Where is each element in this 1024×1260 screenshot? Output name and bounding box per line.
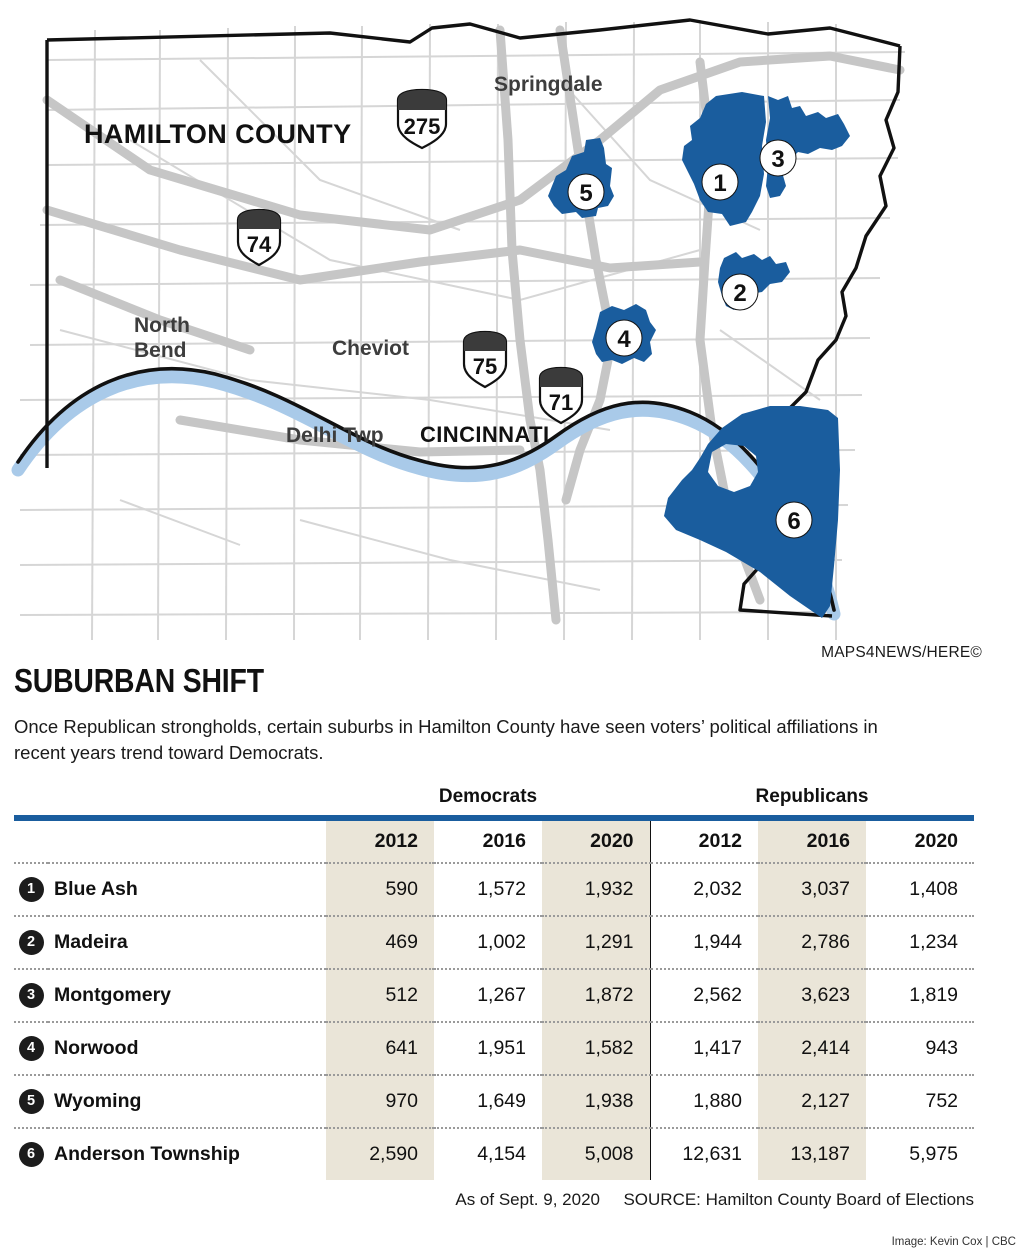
cell-rep-2020: 1,408 [866,863,974,916]
group-header-spacer [14,786,326,815]
cell-dem-2020: 1,938 [542,1075,650,1128]
svg-text:6: 6 [787,508,801,535]
label-hamilton-county: HAMILTON COUNTY [84,119,352,149]
cell-dem-2016: 1,649 [434,1075,542,1128]
cell-dem-2016: 1,951 [434,1022,542,1075]
page-title: SUBURBAN SHIFT [14,662,264,699]
cell-dem-2020: 1,872 [542,969,650,1022]
row-badge-cell [14,916,48,969]
label-springdale: Springdale [494,73,603,96]
deck-text: Once Republican strongholds, certain suburbs in Hamilton County have seen voters’ political affiliations in recent years trend toward Democrats. [14,716,878,764]
table-row [14,1128,974,1180]
label-cincinnati: CINCINNATI [420,422,550,447]
image-credit: Image: Kevin Cox | CBC [891,1236,1016,1248]
group-header-republicans: Republicans [755,786,869,807]
table-group-header-row [14,786,974,815]
cell-dem-2020: 1,291 [542,916,650,969]
cell-rep-2020: 943 [866,1022,974,1075]
cell-rep-2012: 1,944 [650,916,758,969]
row-place-name: Montgomery [48,969,326,1022]
label-delhi-twp: Delhi Twp [286,424,384,447]
label-north-bend: North [134,314,190,337]
year-header-rep-2020: 2020 [866,821,974,863]
table-body [14,863,974,1180]
row-badge: 2 [19,930,44,955]
source-line [0,1190,974,1210]
svg-text:74: 74 [246,232,272,257]
year-header-spacer-name [48,821,326,863]
cell-dem-2012: 590 [326,863,434,916]
map-marker-6 [776,502,812,538]
cell-dem-2020: 1,932 [542,863,650,916]
cell-rep-2016: 3,623 [758,969,866,1022]
row-badge: 1 [19,877,44,902]
year-header-dem-2020: 2020 [542,821,650,863]
cell-dem-2012: 970 [326,1075,434,1128]
cell-dem-2012: 512 [326,969,434,1022]
table-row [14,1075,974,1128]
cell-rep-2012: 2,562 [650,969,758,1022]
year-header-dem-2016: 2016 [434,821,542,863]
svg-text:1: 1 [713,170,727,197]
svg-text:4: 4 [617,326,631,353]
table-row [14,969,974,1022]
map-credit: MAPS4NEWS/HERE© [821,644,982,661]
svg-text:3: 3 [771,146,785,173]
row-place-name: Blue Ash [48,863,326,916]
cell-rep-2016: 3,037 [758,863,866,916]
cell-rep-2020: 5,975 [909,1143,959,1165]
map-marker-4 [606,320,642,356]
group-header-democrats: Democrats [438,786,538,807]
row-badge-cell [14,863,48,916]
cell-dem-2016: 1,572 [434,863,542,916]
year-header-rep-2012: 2012 [650,821,758,863]
row-place-name: Wyoming [48,1075,326,1128]
row-badge-cell [14,1075,48,1128]
cell-rep-2020: 1,234 [866,916,974,969]
cell-dem-2016: 1,267 [434,969,542,1022]
cell-dem-2016: 4,154 [477,1143,526,1165]
map-marker-3 [760,140,796,176]
year-header-rep-2016: 2016 [758,821,866,863]
cell-rep-2016: 2,414 [758,1022,866,1075]
table-row [14,863,974,916]
row-place-name: Norwood [48,1022,326,1075]
cell-dem-2016: 1,002 [434,916,542,969]
row-badge: 5 [19,1089,44,1114]
row-place-name: Anderson Township [54,1143,240,1165]
year-header-dem-2012: 2012 [326,821,434,863]
row-badge-cell [14,1022,48,1075]
map-marker-5 [568,174,604,210]
cell-rep-2016: 13,187 [758,1128,866,1180]
map-marker-2 [722,274,758,310]
cell-dem-2020: 1,582 [542,1022,650,1075]
row-badge-cell [14,1128,48,1180]
label-cheviot: Cheviot [332,337,410,360]
cell-rep-2012: 1,880 [650,1075,758,1128]
row-badge-cell [14,969,48,1022]
year-header-spacer-num [14,821,48,863]
cell-dem-2012: 469 [326,916,434,969]
headline-block [14,662,974,767]
row-place-name: Madeira [48,916,326,969]
svg-text:275: 275 [403,114,441,139]
cell-rep-2020: 1,819 [866,969,974,1022]
suburban-shift-table [14,786,974,1180]
svg-text:5: 5 [579,180,593,207]
svg-text:75: 75 [472,354,498,379]
source-attribution: SOURCE: Hamilton County Board of Elections [623,1190,974,1209]
cell-dem-2020: 5,008 [542,1128,650,1180]
cell-dem-2012: 641 [326,1022,434,1075]
cell-dem-2012: 2,590 [326,1128,434,1180]
cell-rep-2020: 752 [866,1075,974,1128]
cell-rep-2016: 2,786 [758,916,866,969]
cell-rep-2012: 1,417 [650,1022,758,1075]
svg-text:2: 2 [733,280,747,307]
cell-rep-2016: 2,127 [758,1075,866,1128]
row-badge: 4 [19,1036,44,1061]
table-row [14,916,974,969]
cell-rep-2012: 12,631 [650,1128,758,1180]
table-year-header-row [14,821,974,863]
row-badge: 3 [19,983,44,1008]
label-north-bend-2: Bend [134,339,187,362]
as-of-date: As of Sept. 9, 2020 [455,1190,600,1209]
svg-text:71: 71 [548,390,574,415]
cell-rep-2012: 2,032 [650,863,758,916]
row-badge: 6 [19,1142,44,1167]
table-row [14,1022,974,1075]
map-marker-1 [702,164,738,200]
